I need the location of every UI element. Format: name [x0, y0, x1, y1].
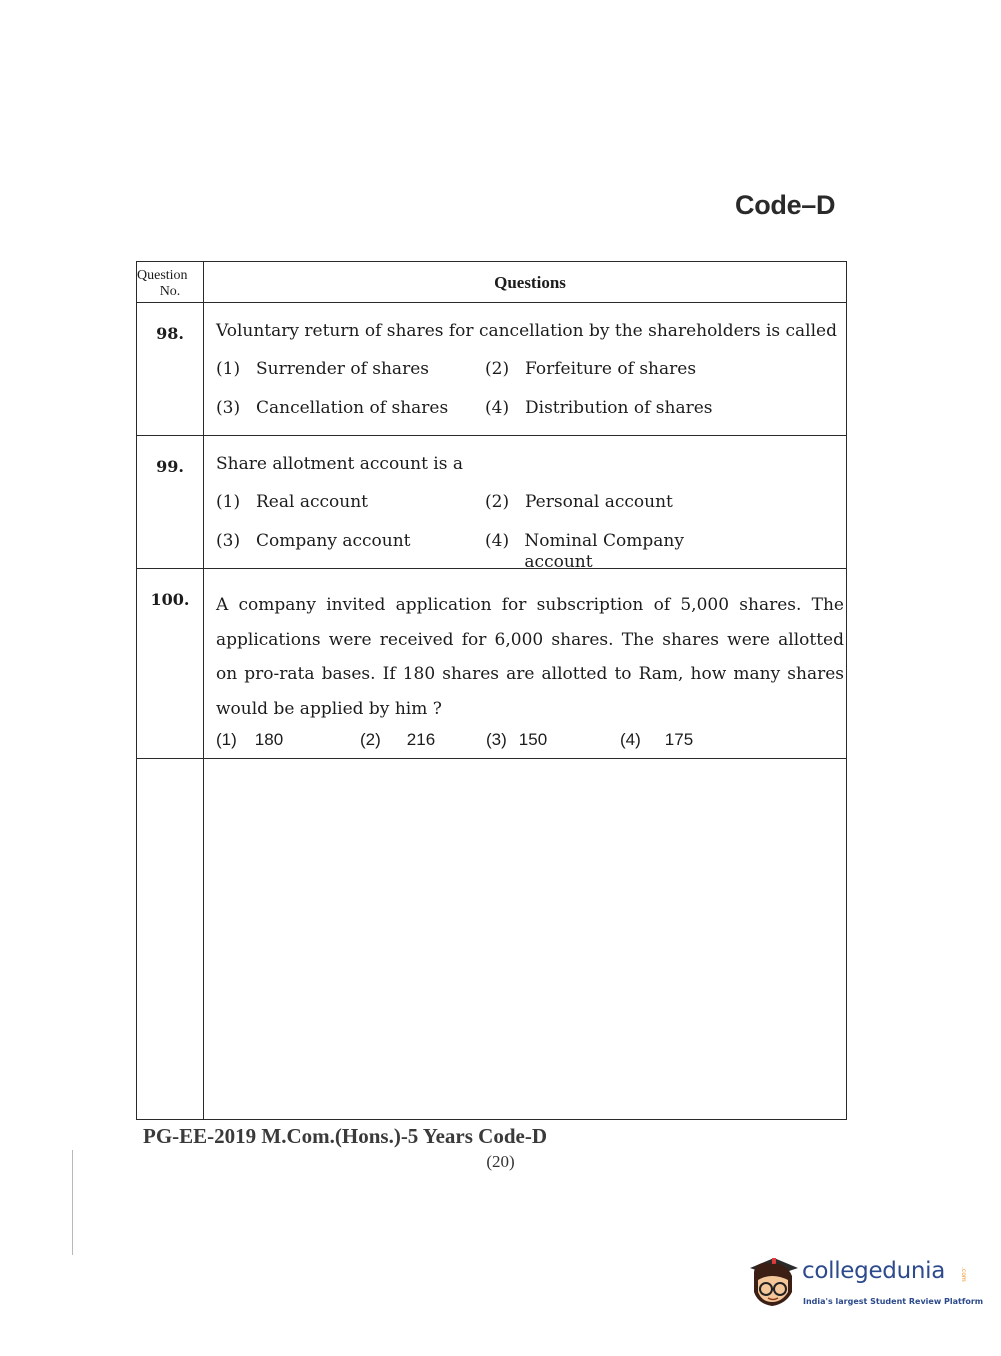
option-1: (1) Real account	[216, 492, 368, 512]
blank-row	[137, 759, 846, 1119]
question-row-98	[137, 303, 846, 436]
header-number-line1: Question	[137, 268, 188, 283]
option-list	[216, 359, 844, 419]
code-label: Code–D	[735, 190, 836, 220]
option-4: (4) 175	[620, 730, 694, 749]
logo-tagline: India's largest Student Review Platform	[803, 1297, 984, 1306]
question-number: 99.	[137, 436, 204, 568]
question-row-100	[137, 569, 846, 759]
collegedunia-logo	[742, 1252, 984, 1314]
option-1: (1) Surrender of shares	[216, 359, 429, 379]
option-2: (2) Personal account	[485, 492, 673, 512]
question-text: Voluntary return of shares for cancellation by the shareholders is called	[216, 321, 837, 341]
question-text: A company invited application for subscription of 5,000 shares. The applications were received for 6,000 shares. The shares were allotted on pro-rata bases. If 180 shares are allotted to Ram, how many shares would be applied by him ?	[216, 595, 844, 719]
table-header-row	[137, 262, 846, 303]
option-4: (4) Nominal Company account	[485, 531, 684, 572]
question-number: 98.	[137, 303, 204, 435]
blank-body-cell	[204, 759, 846, 1119]
question-number: 100.	[137, 569, 204, 758]
question-row-99	[137, 436, 846, 572]
footer-exam-code: PG-EE-2019 M.Com.(Hons.)-5 Years Code-D	[143, 1124, 548, 1148]
option-2: (2) Forfeiture of shares	[485, 359, 697, 379]
question-table	[136, 261, 847, 1120]
header-number-line2: No.	[159, 284, 181, 299]
option-list	[216, 730, 844, 750]
questions-header: Questions	[494, 273, 566, 292]
question-text: Share allotment account is a	[216, 454, 464, 474]
question-number-header	[137, 262, 204, 302]
option-3: (3) 150	[486, 730, 548, 749]
option-list	[216, 492, 844, 572]
blank-number-cell	[137, 759, 204, 1119]
option-1: (1) 180	[216, 730, 284, 749]
option-4: (4) Distribution of shares	[485, 398, 713, 418]
scan-edge-mark	[72, 1150, 73, 1255]
option-3: (3) Cancellation of shares	[216, 398, 449, 418]
page-number: (20)	[486, 1152, 515, 1171]
student-mascot-icon	[742, 1252, 802, 1312]
logo-suffix: .com	[960, 1267, 967, 1282]
logo-name: collegedunia	[802, 1258, 946, 1284]
option-3: (3) Company account	[216, 531, 411, 551]
option-2: (2) 216	[360, 730, 436, 749]
